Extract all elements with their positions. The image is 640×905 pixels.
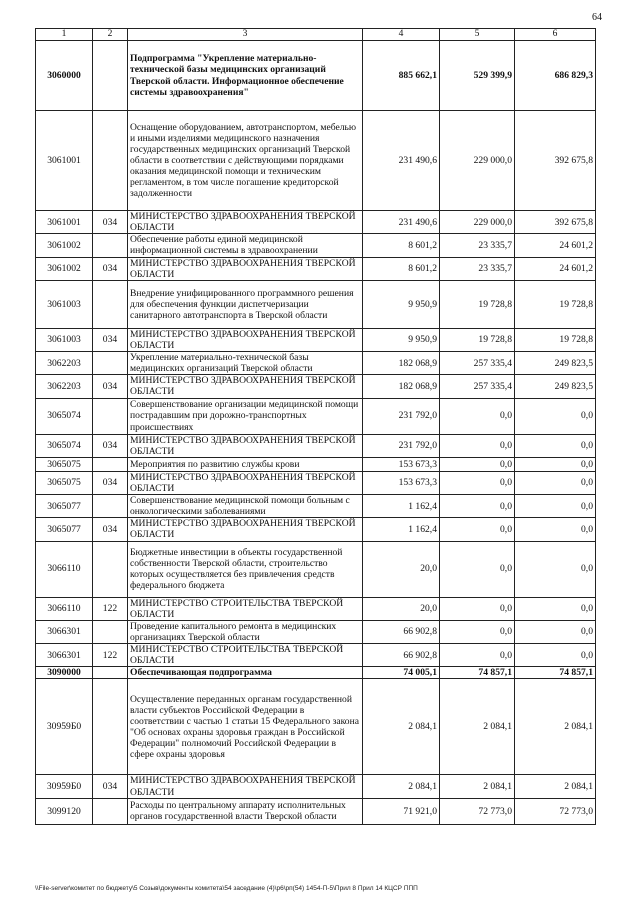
value-col4-cell: 9 950,9	[363, 280, 440, 328]
value-col6-cell: 24 601,2	[515, 234, 596, 257]
column-header: 3	[128, 29, 363, 41]
code-cell: 3065075	[36, 457, 93, 471]
table-row	[36, 679, 596, 775]
value-col5-cell: 0,0	[440, 434, 515, 457]
value-col4-cell: 8 601,2	[363, 234, 440, 257]
table-row	[36, 434, 596, 457]
table-row	[36, 775, 596, 798]
code-cell: 3062203	[36, 352, 93, 375]
description-cell: Мероприятия по развитию службы крови	[128, 457, 363, 471]
dept-cell	[93, 398, 128, 434]
value-col5-cell: 0,0	[440, 495, 515, 518]
value-col6-cell: 0,0	[515, 597, 596, 620]
value-col5-cell: 257 335,4	[440, 352, 515, 375]
value-col4-cell: 1 162,4	[363, 518, 440, 541]
dept-cell	[93, 234, 128, 257]
code-cell: 3066301	[36, 620, 93, 643]
value-col5-cell: 19 728,8	[440, 328, 515, 351]
value-col5-cell: 0,0	[440, 644, 515, 667]
value-col4-cell: 231 792,0	[363, 398, 440, 434]
dept-cell: 034	[93, 434, 128, 457]
table-row	[36, 280, 596, 328]
code-cell: 3090000	[36, 667, 93, 679]
value-col6-cell: 249 823,5	[515, 375, 596, 398]
description-cell: Совершенствование медицинской помощи больным с онкологическими заболеваниями	[128, 495, 363, 518]
value-col4-cell: 8 601,2	[363, 257, 440, 280]
budget-table	[35, 28, 596, 825]
description-cell: МИНИСТЕРСТВО ЗДРАВООХРАНЕНИЯ ТВЕРСКОЙ ОБЛАСТИ	[128, 775, 363, 798]
file-path-footer: \\File-server\комитет по бюджету\5 Созыв\документы комитета\54 заседание (4)\р6\рп(54) 1454-П-5\Прил 8 Прил 14 КЦСР ППП	[35, 885, 418, 892]
dept-cell: 034	[93, 328, 128, 351]
code-cell: 3065074	[36, 398, 93, 434]
value-col5-cell: 0,0	[440, 457, 515, 471]
value-col5-cell: 529 399,9	[440, 41, 515, 111]
table-row	[36, 798, 596, 824]
description-cell: Проведение капитального ремонта в медицинских организациях Тверской области	[128, 620, 363, 643]
value-col6-cell: 0,0	[515, 471, 596, 494]
description-cell: Обеспечивающая подпрограмма	[128, 667, 363, 679]
code-cell: 30959Б0	[36, 679, 93, 775]
table-row	[36, 257, 596, 280]
table-row	[36, 518, 596, 541]
value-col6-cell: 72 773,0	[515, 798, 596, 824]
dept-cell	[93, 280, 128, 328]
description-cell: МИНИСТЕРСТВО СТРОИТЕЛЬСТВА ТВЕРСКОЙ ОБЛАСТИ	[128, 644, 363, 667]
dept-cell: 034	[93, 775, 128, 798]
value-col6-cell: 0,0	[515, 457, 596, 471]
description-cell: Обеспечение работы единой медицинской информационной системы в здравоохранении	[128, 234, 363, 257]
code-cell: 3065075	[36, 471, 93, 494]
table-header-row	[36, 29, 596, 41]
description-cell: МИНИСТЕРСТВО ЗДРАВООХРАНЕНИЯ ТВЕРСКОЙ ОБЛАСТИ	[128, 257, 363, 280]
value-col4-cell: 231 490,6	[363, 211, 440, 234]
dept-cell: 034	[93, 518, 128, 541]
value-col4-cell: 1 162,4	[363, 495, 440, 518]
value-col5-cell: 229 000,0	[440, 111, 515, 211]
dept-cell: 034	[93, 211, 128, 234]
dept-cell	[93, 541, 128, 597]
table-row	[36, 597, 596, 620]
value-col5-cell: 0,0	[440, 597, 515, 620]
value-col6-cell: 2 084,1	[515, 775, 596, 798]
value-col5-cell: 0,0	[440, 518, 515, 541]
description-cell: Осуществление переданных органам государственной власти субъектов Российской Федерации в соответствии с частью 1 статьи 15 Федерального закона "Об основах охраны здоровья граждан в Российской Федерации" полномочий Российской Федерации в сфере охраны здоровья	[128, 679, 363, 775]
description-cell: МИНИСТЕРСТВО СТРОИТЕЛЬСТВА ТВЕРСКОЙ ОБЛАСТИ	[128, 597, 363, 620]
value-col6-cell: 0,0	[515, 620, 596, 643]
value-col4-cell: 153 673,3	[363, 457, 440, 471]
value-col4-cell: 153 673,3	[363, 471, 440, 494]
value-col4-cell: 182 068,9	[363, 375, 440, 398]
code-cell: 3061003	[36, 280, 93, 328]
value-col6-cell: 0,0	[515, 644, 596, 667]
value-col6-cell: 2 084,1	[515, 679, 596, 775]
value-col5-cell: 229 000,0	[440, 211, 515, 234]
table-row	[36, 457, 596, 471]
value-col5-cell: 74 857,1	[440, 667, 515, 679]
table-row	[36, 495, 596, 518]
code-cell: 3061001	[36, 211, 93, 234]
value-col4-cell: 231 490,6	[363, 111, 440, 211]
table-row	[36, 375, 596, 398]
code-cell: 3066110	[36, 597, 93, 620]
value-col4-cell: 2 084,1	[363, 775, 440, 798]
code-cell: 3066110	[36, 541, 93, 597]
value-col5-cell: 2 084,1	[440, 775, 515, 798]
code-cell: 3066301	[36, 644, 93, 667]
description-cell: Совершенствование организации медицинской помощи пострадавшим при дорожно-транспортных происшествиях	[128, 398, 363, 434]
value-col6-cell: 392 675,8	[515, 211, 596, 234]
dept-cell	[93, 679, 128, 775]
table-row	[36, 398, 596, 434]
value-col5-cell: 0,0	[440, 398, 515, 434]
description-cell: Подпрограмма "Укрепление материально-технической базы медицинских организаций Тверской области. Информационное обеспечение системы здравоохранения"	[128, 41, 363, 111]
code-cell: 3061003	[36, 328, 93, 351]
description-cell: МИНИСТЕРСТВО ЗДРАВООХРАНЕНИЯ ТВЕРСКОЙ ОБЛАСТИ	[128, 434, 363, 457]
dept-cell	[93, 352, 128, 375]
value-col5-cell: 0,0	[440, 541, 515, 597]
value-col5-cell: 23 335,7	[440, 234, 515, 257]
value-col4-cell: 71 921,0	[363, 798, 440, 824]
value-col6-cell: 0,0	[515, 518, 596, 541]
description-cell: Бюджетные инвестиции в объекты государственной собственности Тверской области, строительство которых осуществляется без привлечения средств федерального бюджета	[128, 541, 363, 597]
description-cell: МИНИСТЕРСТВО ЗДРАВООХРАНЕНИЯ ТВЕРСКОЙ ОБЛАСТИ	[128, 471, 363, 494]
dept-cell: 034	[93, 257, 128, 280]
code-cell: 3065077	[36, 518, 93, 541]
page-number: 64	[592, 12, 602, 23]
dept-cell	[93, 495, 128, 518]
description-cell: МИНИСТЕРСТВО ЗДРАВООХРАНЕНИЯ ТВЕРСКОЙ ОБЛАСТИ	[128, 211, 363, 234]
value-col4-cell: 9 950,9	[363, 328, 440, 351]
table-row	[36, 471, 596, 494]
table-row	[36, 541, 596, 597]
description-cell: Внедрение унифицированного программного решения для обеспечения функции диспетчеризации санитарного автотранспорта в Тверской области	[128, 280, 363, 328]
column-header: 5	[440, 29, 515, 41]
value-col4-cell: 231 792,0	[363, 434, 440, 457]
value-col6-cell: 19 728,8	[515, 280, 596, 328]
code-cell: 3060000	[36, 41, 93, 111]
column-header: 6	[515, 29, 596, 41]
value-col4-cell: 182 068,9	[363, 352, 440, 375]
value-col6-cell: 74 857,1	[515, 667, 596, 679]
table-row	[36, 667, 596, 679]
dept-cell	[93, 41, 128, 111]
value-col6-cell: 249 823,5	[515, 352, 596, 375]
value-col6-cell: 0,0	[515, 541, 596, 597]
description-cell: МИНИСТЕРСТВО ЗДРАВООХРАНЕНИЯ ТВЕРСКОЙ ОБЛАСТИ	[128, 328, 363, 351]
code-cell: 30959Б0	[36, 775, 93, 798]
value-col4-cell: 74 005,1	[363, 667, 440, 679]
table-row	[36, 211, 596, 234]
value-col6-cell: 0,0	[515, 495, 596, 518]
code-cell: 3061002	[36, 257, 93, 280]
table-row	[36, 41, 596, 111]
value-col5-cell: 0,0	[440, 471, 515, 494]
value-col6-cell: 24 601,2	[515, 257, 596, 280]
value-col5-cell: 19 728,8	[440, 280, 515, 328]
table-row	[36, 328, 596, 351]
code-cell: 3099120	[36, 798, 93, 824]
table-row	[36, 111, 596, 211]
value-col5-cell: 2 084,1	[440, 679, 515, 775]
dept-cell: 122	[93, 644, 128, 667]
table-row	[36, 644, 596, 667]
value-col4-cell: 20,0	[363, 597, 440, 620]
value-col6-cell: 0,0	[515, 434, 596, 457]
value-col6-cell: 0,0	[515, 398, 596, 434]
code-cell: 3065077	[36, 495, 93, 518]
dept-cell	[93, 667, 128, 679]
value-col4-cell: 885 662,1	[363, 41, 440, 111]
value-col6-cell: 686 829,3	[515, 41, 596, 111]
value-col5-cell: 257 335,4	[440, 375, 515, 398]
description-cell: Оснащение оборудованием, автотранспортом, мебелью и иными изделиями медицинского назначения государственных медицинских организаций Тверской области в соответствии с действующими порядками оказания медицинской помощи и техническим регламентом, в том числе погашение кредиторской задолженности	[128, 111, 363, 211]
value-col5-cell: 23 335,7	[440, 257, 515, 280]
value-col4-cell: 66 902,8	[363, 620, 440, 643]
description-cell: Укрепление материально-технической базы медицинских организаций Тверской области	[128, 352, 363, 375]
dept-cell	[93, 798, 128, 824]
code-cell: 3061002	[36, 234, 93, 257]
code-cell: 3062203	[36, 375, 93, 398]
dept-cell: 122	[93, 597, 128, 620]
value-col4-cell: 66 902,8	[363, 644, 440, 667]
column-header: 2	[93, 29, 128, 41]
value-col4-cell: 2 084,1	[363, 679, 440, 775]
dept-cell	[93, 620, 128, 643]
table-row	[36, 352, 596, 375]
value-col4-cell: 20,0	[363, 541, 440, 597]
description-cell: МИНИСТЕРСТВО ЗДРАВООХРАНЕНИЯ ТВЕРСКОЙ ОБЛАСТИ	[128, 375, 363, 398]
description-cell: МИНИСТЕРСТВО ЗДРАВООХРАНЕНИЯ ТВЕРСКОЙ ОБЛАСТИ	[128, 518, 363, 541]
value-col5-cell: 72 773,0	[440, 798, 515, 824]
value-col6-cell: 19 728,8	[515, 328, 596, 351]
dept-cell: 034	[93, 375, 128, 398]
dept-cell	[93, 111, 128, 211]
code-cell: 3065074	[36, 434, 93, 457]
table-row	[36, 234, 596, 257]
column-header: 1	[36, 29, 93, 41]
dept-cell	[93, 457, 128, 471]
description-cell: Расходы по центральному аппарату исполнительных органов государственной власти Тверской области	[128, 798, 363, 824]
code-cell: 3061001	[36, 111, 93, 211]
dept-cell: 034	[93, 471, 128, 494]
value-col6-cell: 392 675,8	[515, 111, 596, 211]
table-row	[36, 620, 596, 643]
column-header: 4	[363, 29, 440, 41]
value-col5-cell: 0,0	[440, 620, 515, 643]
